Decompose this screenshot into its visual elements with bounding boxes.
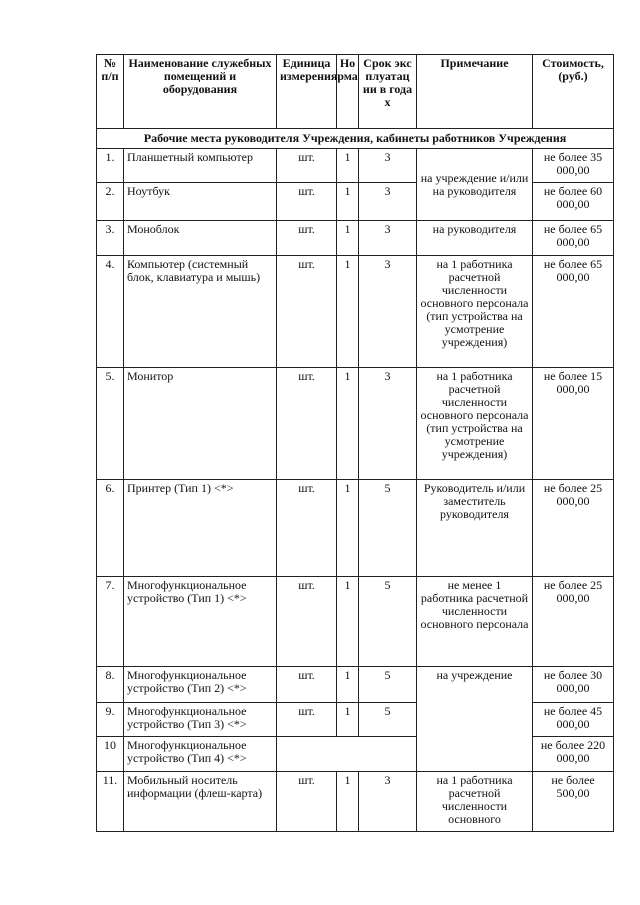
row-unit <box>277 737 417 772</box>
row-num: 3. <box>97 221 124 256</box>
row-norm: 1 <box>337 149 359 183</box>
section-row <box>97 129 614 149</box>
row-term: 3 <box>359 221 417 256</box>
row-cost: не более 60 000,00 <box>533 183 614 221</box>
equipment-norms-table <box>96 54 614 832</box>
table-row <box>97 703 614 737</box>
table-row <box>97 667 614 703</box>
row-norm: 1 <box>337 480 359 577</box>
row-norm: 1 <box>337 368 359 480</box>
row-cost: не более 35 000,00 <box>533 149 614 183</box>
row-norm: 1 <box>337 221 359 256</box>
table-row <box>97 256 614 368</box>
row-note: на 1 работника расчетной численности основного персонала (тип устройства на усмотрение учреждения) <box>417 256 533 368</box>
row-term: 5 <box>359 480 417 577</box>
row-term: 5 <box>359 703 417 737</box>
row-norm: 1 <box>337 703 359 737</box>
row-term: 3 <box>359 772 417 832</box>
table-row <box>97 221 614 256</box>
row-cost: не более 65 000,00 <box>533 256 614 368</box>
row-unit: шт. <box>277 703 337 737</box>
row-num: 7. <box>97 577 124 667</box>
header-norm: Норма <box>337 55 359 129</box>
row-name: Многофункциональное устройство (Тип 1) <*> <box>124 577 277 667</box>
row-unit: шт. <box>277 221 337 256</box>
row-name: Принтер (Тип 1) <*> <box>124 480 277 577</box>
row-cost: не более 65 000,00 <box>533 221 614 256</box>
row-unit: шт. <box>277 368 337 480</box>
row-norm: 1 <box>337 667 359 703</box>
header-row <box>97 55 614 129</box>
row-note: на учреждение <box>417 667 533 772</box>
table-row <box>97 772 614 832</box>
row-unit: шт. <box>277 256 337 368</box>
row-cost: не более 30 000,00 <box>533 667 614 703</box>
row-num: 9. <box>97 703 124 737</box>
header-cost: Стоимость, (руб.) <box>533 55 614 129</box>
row-name: Многофункциональное устройство (Тип 4) <*> <box>124 737 277 772</box>
row-unit: шт. <box>277 149 337 183</box>
row-cost: не более 220 000,00 <box>533 737 614 772</box>
table-row <box>97 577 614 667</box>
row-term: 3 <box>359 183 417 221</box>
row-name: Ноутбук <box>124 183 277 221</box>
row-num: 8. <box>97 667 124 703</box>
header-term: Срок эксплуатации в годах <box>359 55 417 129</box>
row-unit: шт. <box>277 667 337 703</box>
header-note: Примечание <box>417 55 533 129</box>
row-name: Многофункциональное устройство (Тип 2) <*> <box>124 667 277 703</box>
row-cost: не более 25 000,00 <box>533 480 614 577</box>
row-norm: 1 <box>337 577 359 667</box>
row-num: 11. <box>97 772 124 832</box>
row-name: Монитор <box>124 368 277 480</box>
section-title: Рабочие места руководителя Учреждения, кабинеты работников Учреждения <box>97 129 614 149</box>
row-norm: 1 <box>337 183 359 221</box>
row-name: Планшетный компьютер <box>124 149 277 183</box>
row-note: на руководителя <box>417 221 533 256</box>
row-unit: шт. <box>277 772 337 832</box>
row-term: 3 <box>359 149 417 183</box>
table-row <box>97 480 614 577</box>
table-row <box>97 149 614 183</box>
row-name: Компьютер (системный блок, клавиатура и мышь) <box>124 256 277 368</box>
header-unit: Единица измерения <box>277 55 337 129</box>
row-note: на 1 работника расчетной численности основного персонала (тип устройства на усмотрение учреждения) <box>417 368 533 480</box>
row-cost: не более 45 000,00 <box>533 703 614 737</box>
header-num: № п/п <box>97 55 124 129</box>
row-cost: не более 15 000,00 <box>533 368 614 480</box>
row-unit: шт. <box>277 577 337 667</box>
row-term: 5 <box>359 577 417 667</box>
row-num: 10 <box>97 737 124 772</box>
row-term: 5 <box>359 667 417 703</box>
row-name: Моноблок <box>124 221 277 256</box>
row-term: 3 <box>359 368 417 480</box>
row-unit: шт. <box>277 480 337 577</box>
row-note: Руководитель и/или заместитель руководителя <box>417 480 533 577</box>
row-note: на учреждение и/или на руководителя <box>417 149 533 221</box>
row-norm: 1 <box>337 256 359 368</box>
row-name: Мобильный носитель информации (флеш-карта) <box>124 772 277 832</box>
row-cost: не более 25 000,00 <box>533 577 614 667</box>
row-num: 1. <box>97 149 124 183</box>
row-num: 5. <box>97 368 124 480</box>
row-norm: 1 <box>337 772 359 832</box>
row-note: не менее 1 работника расчетной численности основного персонала <box>417 577 533 667</box>
row-note: на 1 работника расчетной численности основного <box>417 772 533 832</box>
row-num: 6. <box>97 480 124 577</box>
row-name: Многофункциональное устройство (Тип 3) <*> <box>124 703 277 737</box>
row-unit: шт. <box>277 183 337 221</box>
table-row <box>97 737 614 772</box>
table-row <box>97 183 614 221</box>
row-num: 2. <box>97 183 124 221</box>
row-cost: не более 500,00 <box>533 772 614 832</box>
row-num: 4. <box>97 256 124 368</box>
table-row <box>97 368 614 480</box>
row-term: 3 <box>359 256 417 368</box>
header-name: Наименование служебных помещений и оборудования <box>124 55 277 129</box>
